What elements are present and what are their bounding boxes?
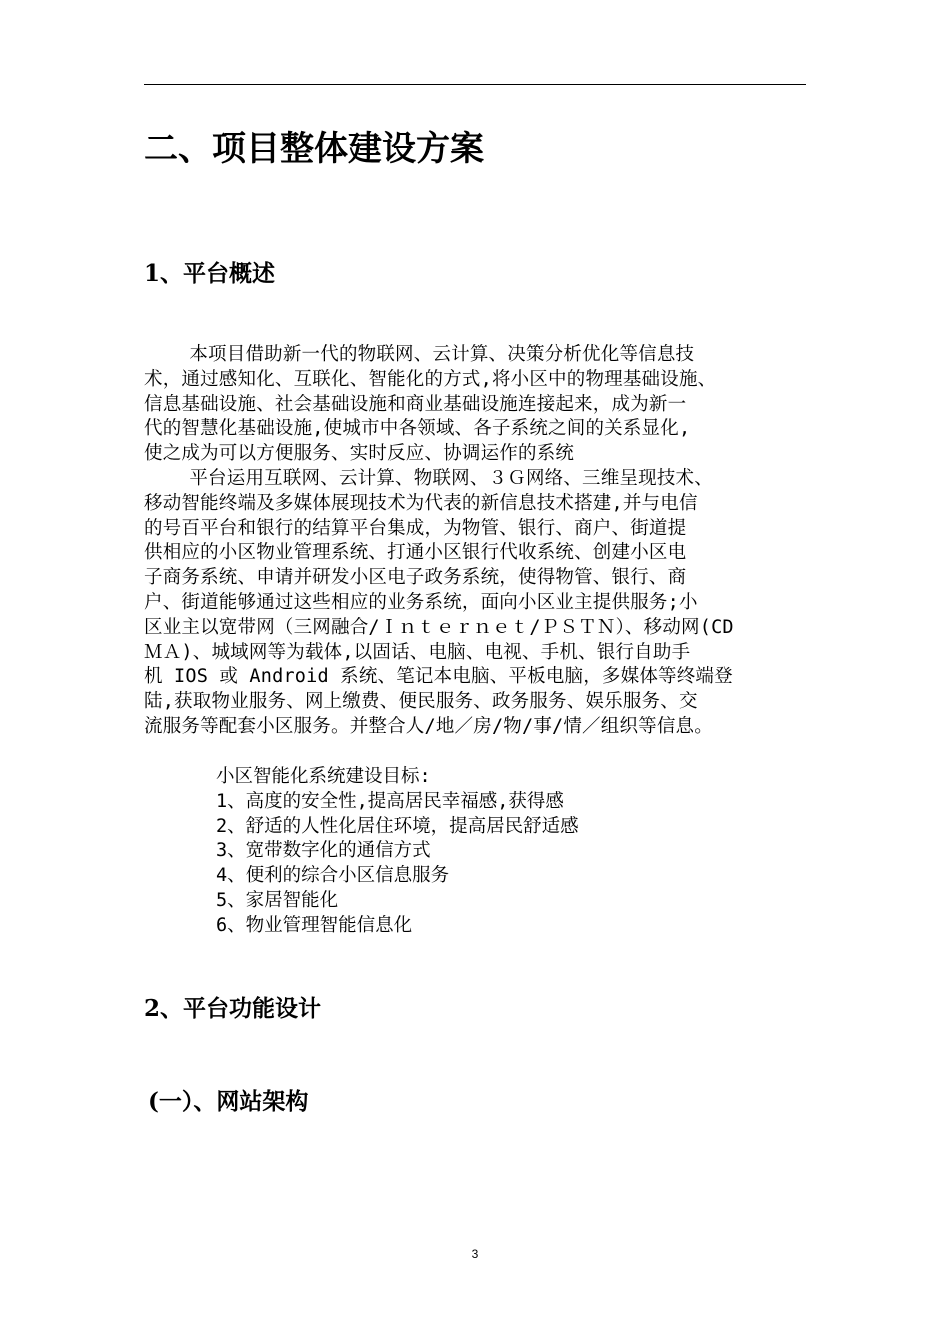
list-item: 3、宽带数字化的通信方式 — [216, 840, 431, 862]
section-2-subheading: (一）、网站架构 — [148, 1088, 309, 1115]
paragraph-line: 使之成为可以方便服务、实时反应、协调运作的系统 — [144, 443, 575, 465]
goals-list — [216, 765, 579, 939]
paragraph-line: 信息基础设施、社会基础设施和商业基础设施连接起来，成为新一 — [144, 393, 687, 415]
paragraph-line: 陆,获取物业服务、网上缴费、便民服务、政务服务、娱乐服务、交 — [144, 691, 698, 713]
paragraph-line: 代的智慧化基础设施,使城市中各领域、各子系统之间的关系显化, — [144, 418, 691, 440]
paragraph-line: 移动智能终端及多媒体展现技术为代表的新信息技术搭建,并与电信 — [144, 492, 698, 514]
paragraph-line: 子商务系统、申请并研发小区电子政务系统，使得物管、银行、商 — [144, 567, 687, 589]
list-item: 2、舒适的人性化居住环境，提高居民舒适感 — [216, 815, 579, 837]
paragraph-line: ＭＡ)、城域网等为载体,以固话、电脑、电视、手机、银行自助手 — [144, 641, 691, 663]
section-1-heading: 1、平台概述 — [144, 260, 276, 287]
goals-list-title: 小区智能化系统建设目标: — [216, 766, 431, 787]
paragraph-line: 区业主以宽带网（三网融合/Ｉｎｔｅｒｎｅｔ/ＰＳＴＮ）、移动网(CD — [144, 616, 734, 638]
paragraph-line: 户、街道能够通过这些相应的业务系统，面向小区业主提供服务;小 — [144, 591, 698, 613]
list-item: 4、便利的综合小区信息服务 — [216, 865, 450, 887]
list-item: 6、物业管理智能信息化 — [216, 914, 413, 936]
page-number: 3 — [471, 1247, 479, 1261]
paragraph-line: 本项目借助新一代的物联网、云计算、决策分析优化等信息技 — [144, 344, 695, 365]
paragraph-line: 流服务等配套小区服务。并整合人/地／房/物/事/情／组织等信息。 — [144, 715, 713, 737]
paragraph-line: 术，通过感知化、互联化、智能化的方式,将小区中的物理基础设施、 — [144, 368, 717, 390]
paragraph-line: 的号百平台和银行的结算平台集成，为物管、银行、商户、街道提 — [144, 517, 687, 539]
list-item: 1、高度的安全性,提高居民幸福感,获得感 — [216, 790, 564, 812]
section-2-heading: 2、平台功能设计 — [144, 995, 322, 1022]
section-1-paragraph-1 — [144, 343, 810, 467]
section-1-paragraph-2 — [144, 467, 810, 740]
header-rule — [144, 84, 806, 85]
paragraph-line: 平台运用互联网、云计算、物联网、３Ｇ网络、三维呈现技术、 — [144, 468, 713, 489]
list-item: 5、家居智能化 — [216, 889, 339, 911]
page-title: 二、项目整体建设方案 — [144, 129, 484, 169]
paragraph-line: 机 IOS 或 Android 系统、笔记本电脑、平板电脑，多媒体等终端登 — [144, 666, 733, 688]
paragraph-line: 供相应的小区物业管理系统、打通小区银行代收系统、创建小区电 — [144, 542, 687, 564]
